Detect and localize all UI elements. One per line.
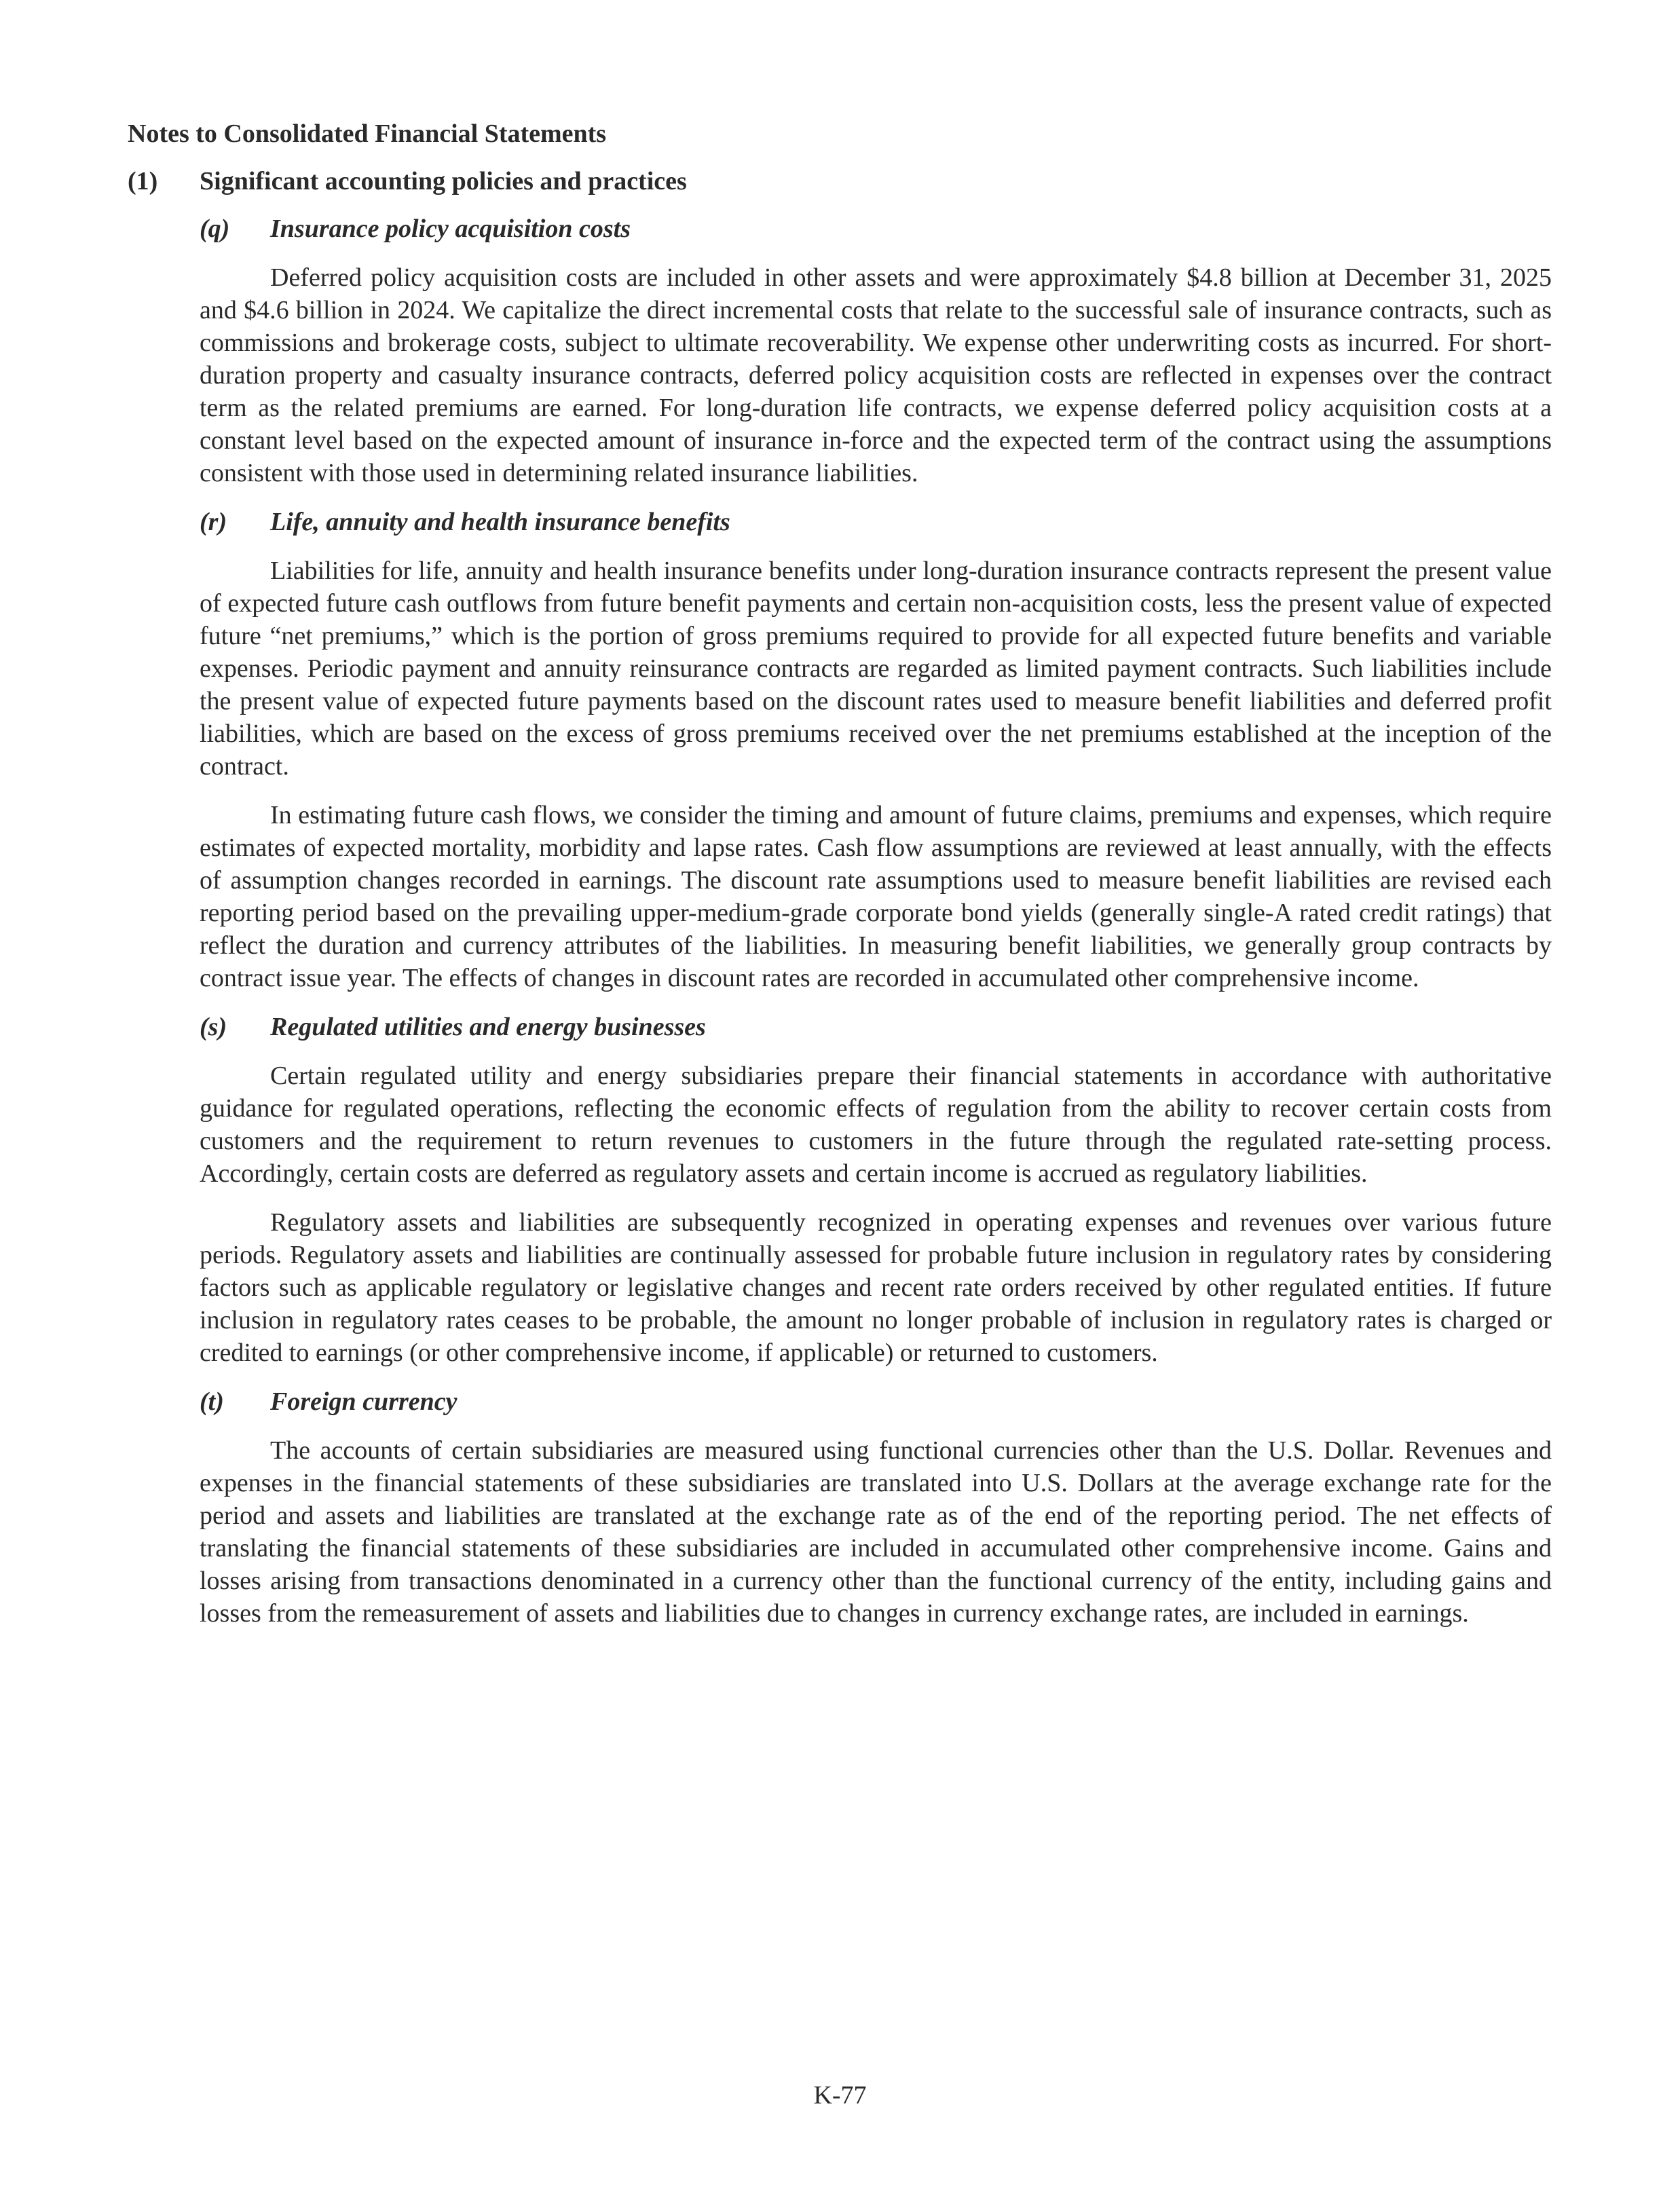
note-heading: [128, 165, 687, 198]
section-life-annuity-health-benefits: [200, 506, 1552, 994]
paragraph: Certain regulated utility and energy subsidiaries prepare their financial statements in accordance with authoritative guidance for regulated operations, reflecting the economic effects of regulation from the ability to recover certain costs from customers and the requirement to return revenues to customers in the future through the regulated rate-setting process. Accordingly, certain costs are deferred as regulatory assets and certain income is accrued as regulatory liabilities.: [200, 1062, 1552, 1188]
paragraph: Liabilities for life, annuity and health insurance benefits under long-duration insurance contracts represent the present value of expected future cash outflows from future benefit payments and certain non-acquisition costs, less the present value of expected future “net premiums,” which is the portion of gross premiums required to provide for all expected future benefits and variable expenses. Periodic payment and annuity reinsurance contracts are regarded as limited payment contracts. Such liabilities include the present value of expected future payments based on the discount rates used to measure benefit liabilities and deferred profit liabilities, which are based on the excess of gross premiums received over the net premiums established at the inception of the contract.: [200, 557, 1552, 781]
note-title: Significant accounting policies and practices: [200, 167, 687, 195]
section-letter: (q): [200, 214, 230, 243]
section-heading: [200, 1011, 1552, 1043]
section-title: Life, annuity and health insurance benefits: [270, 508, 730, 536]
section-foreign-currency: [200, 1385, 1552, 1630]
paragraph: Regulatory assets and liabilities are subsequently recognized in operating expenses and revenues over various future periods. Regulatory assets and liabilities are continually assessed for probable future inclusion in regulatory rates by considering factors such as applicable regulatory or legislative changes and recent rate orders received by other regulated entities. If future inclusion in regulatory rates ceases to be probable, the amount no longer probable of inclusion in regulatory rates is charged or credited to earnings (or other comprehensive income, if applicable) or returned to customers.: [200, 1208, 1552, 1367]
note-number: (1): [128, 167, 158, 195]
section-letter: (t): [200, 1387, 224, 1416]
paragraph: In estimating future cash flows, we consider the timing and amount of future claims, premiums and expenses, which require estimates of expected mortality, morbidity and lapse rates. Cash flow assumptions are reviewed at least annually, with the effects of assumption changes recorded in earnings. The discount rate assumptions used to measure benefit liabilities are revised each reporting period based on the prevailing upper-medium-grade corporate bond yields (generally single-A rated credit ratings) that reflect the duration and currency attributes of the liabilities. In measuring benefit liabilities, we generally group contracts by contract issue year. The effects of changes in discount rates are recorded in accumulated other comprehensive income.: [200, 801, 1552, 992]
paragraph: Deferred policy acquisition costs are included in other assets and were approximately $4.8 billion at December 31, 2025 and $4.6 billion in 2024. We capitalize the direct incremental costs that relate to the successful sale of insurance contracts, such as commissions and brokerage costs, subject to ultimate recoverability. We expense other underwriting costs as incurred. For short-duration property and casualty insurance contracts, deferred policy acquisition costs are reflected in expenses over the contract term as the related premiums are earned. For long-duration life contracts, we expense deferred policy acquisition costs at a constant level based on the expected amount of insurance in-force and the expected term of the contract using the assumptions consistent with those used in determining related insurance liabilities.: [200, 263, 1552, 487]
section-title: Foreign currency: [270, 1387, 458, 1416]
section-insurance-policy-acquisition-costs: [200, 212, 1552, 489]
section-heading: [200, 1385, 1552, 1418]
section-letter: (r): [200, 508, 227, 536]
section-heading: [200, 212, 1552, 245]
document-title: Notes to Consolidated Financial Statements: [128, 119, 607, 148]
section-heading: [200, 506, 1552, 538]
section-regulated-utilities: [200, 1011, 1552, 1369]
paragraph: The accounts of certain subsidiaries are measured using functional currencies other than the U.S. Dollar. Revenues and expenses in the financial statements of these subsidiaries are translated into U.S. Dollars at the average exchange rate for the period and assets and liabilities are translated at the exchange rate as of the end of the reporting period. The net effects of translating the financial statements of these subsidiaries are included in accumulated other comprehensive income. Gains and losses arising from transactions denominated in a currency other than the functional currency of the entity, including gains and losses from the remeasurement of assets and liabilities due to changes in currency exchange rates, are included in earnings.: [200, 1436, 1552, 1628]
section-letter: (s): [200, 1013, 227, 1041]
note-body: [200, 212, 1552, 1646]
section-title: Insurance policy acquisition costs: [270, 214, 631, 243]
page-number: K-77: [813, 2081, 867, 2110]
section-title: Regulated utilities and energy businesses: [270, 1013, 706, 1041]
